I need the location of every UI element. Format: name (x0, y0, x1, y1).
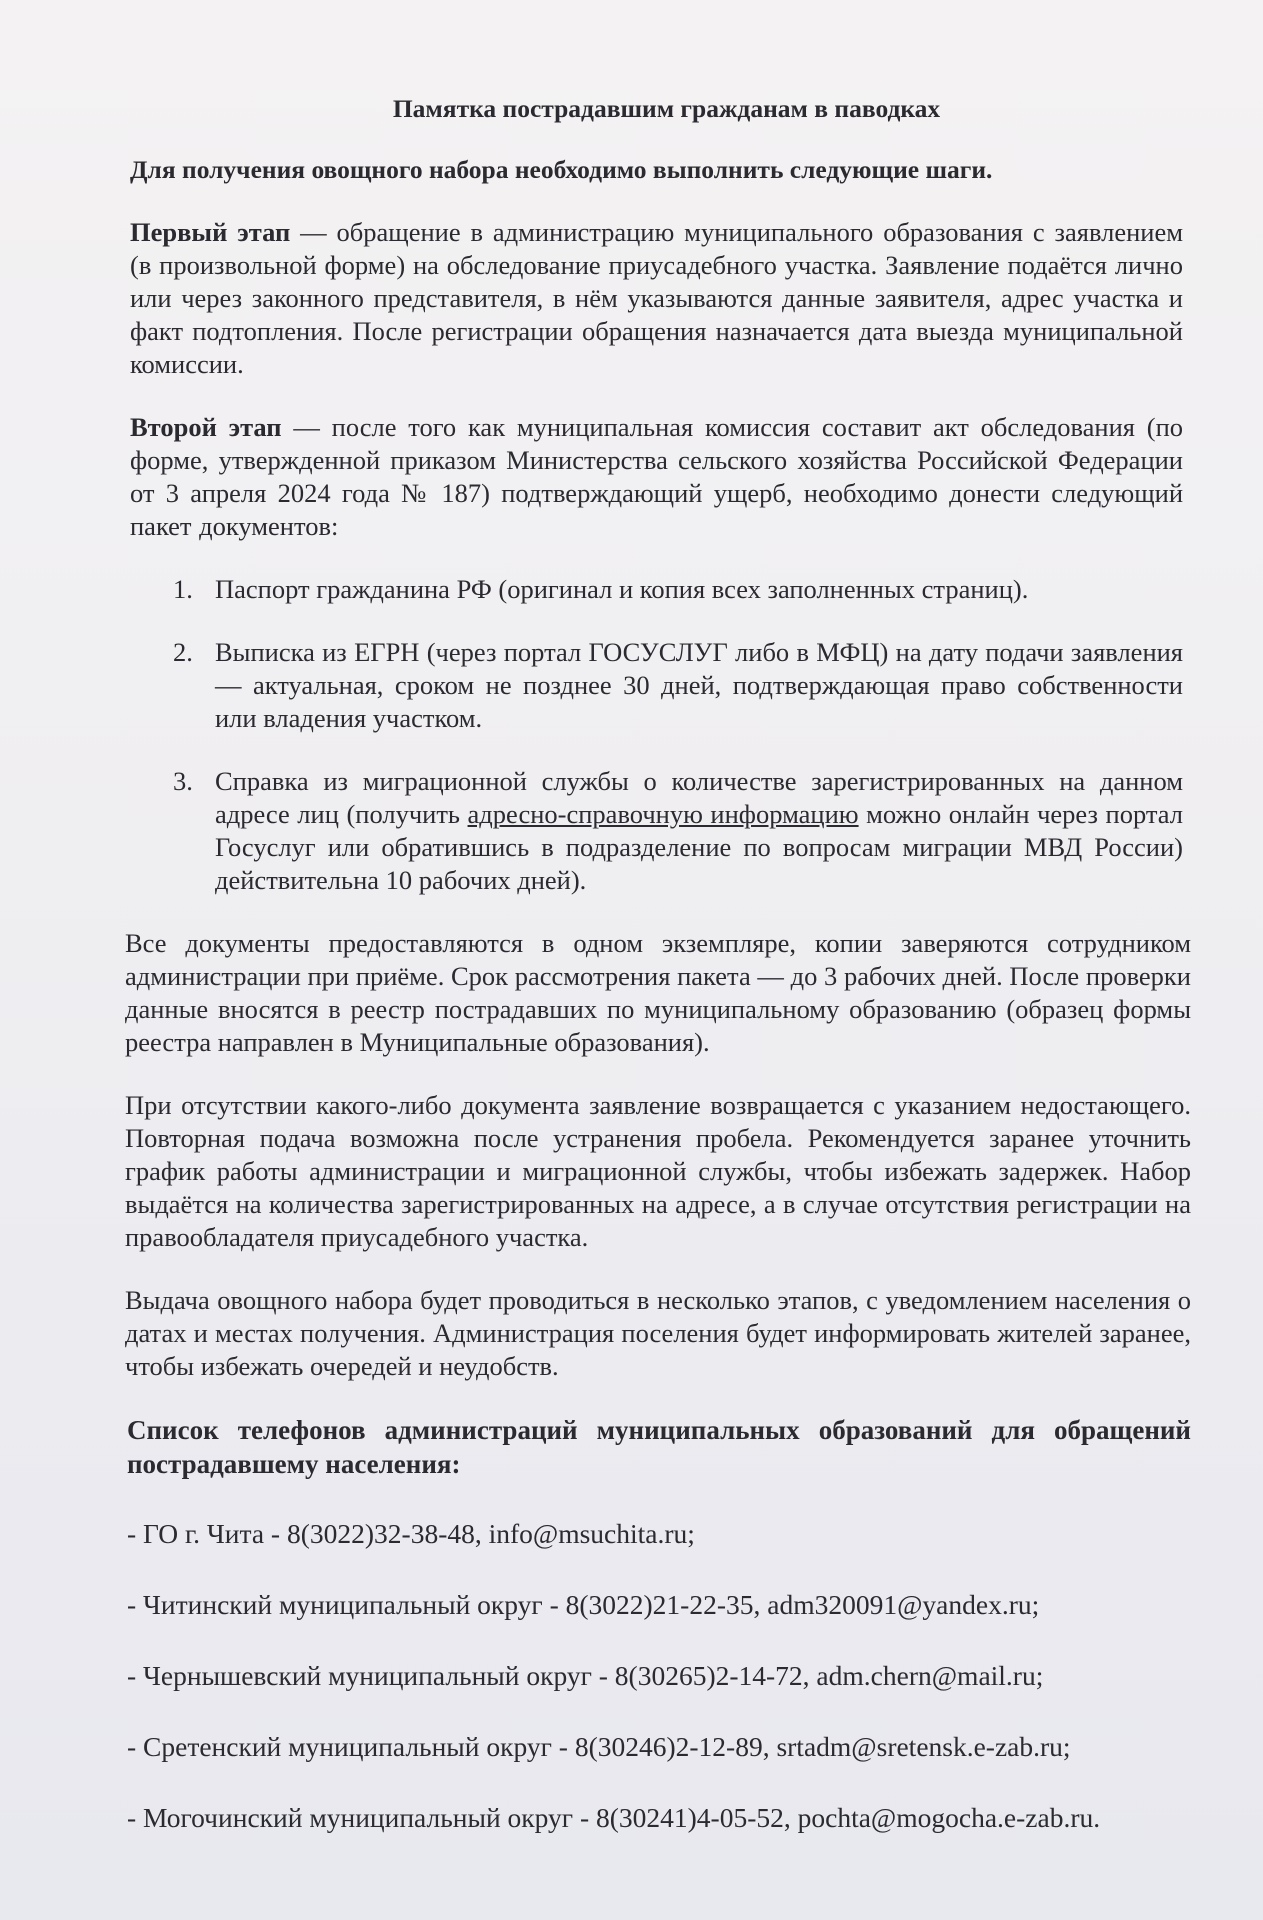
documents-list (130, 573, 1183, 897)
list-item-number: 2. (173, 637, 193, 667)
list-item-text: Паспорт гражданина РФ (оригинал и копия всех заполненных страниц). (215, 574, 1029, 604)
stage-1-label: Первый этап (130, 217, 291, 247)
stage-2-paragraph (130, 411, 1183, 543)
list-item (173, 573, 1183, 606)
stage-2-text: — после того как муниципальная комиссия составит акт обследования (по форме, утвержденной приказом Министерства сельского хозяйства Российской Федерации от 3 апреля 2024 года № 187) подтверждающий ущерб, необходимо донести следующий пакет документов: (130, 412, 1184, 541)
contact-line: - ГО г. Чита - 8(3022)32-38-48, info@msuchita.ru; (127, 1518, 695, 1549)
list-item (173, 765, 1183, 897)
document-subtitle: Для получения овощного набора необходимо выполнить следующие шаги. (130, 155, 993, 184)
list-item-text: Справка из миграционной службы о количестве зарегистрированных на данном адресе лиц (получить (215, 766, 1183, 829)
list-item-number: 3. (173, 766, 193, 796)
list-item-number: 1. (173, 574, 193, 604)
submission-paragraph: Все документы предоставляются в одном экземпляре, копии заверяются сотрудником администрации при приёме. Срок рассмотрения пакета — до 3 рабочих дней. После проверки данные вносятся в реестр пострадавших по муниципальному образованию (образец формы реестра направлен в Муниципальные образования). (125, 928, 1191, 1057)
address-info-link: адресно-справочную информацию (467, 799, 859, 829)
contact-line: - Чернышевский муниципальный округ - 8(30265)2-14-72, adm.chern@mail.ru; (127, 1660, 1044, 1691)
list-item-text: Выписка из ЕГРН (через портал ГОСУСЛУГ либо в МФЦ) на дату подачи заявления — актуальная, сроком не позднее 30 дней, подтверждающая право собственности или владения участком. (215, 637, 1183, 733)
document-title: Памятка пострадавшим гражданам в паводках (392, 94, 941, 123)
list-item (173, 636, 1183, 735)
contact-line: - Читинский муниципальный округ - 8(3022)21-22-35, adm320091@yandex.ru; (127, 1589, 1040, 1620)
distribution-paragraph: Выдача овощного набора будет проводиться в несколько этапов, с уведомлением населения о датах и местах получения. Администрация поселения будет информировать жителей заранее, чтобы избежать очередей и неудобств. (125, 1285, 1191, 1381)
stage-1-paragraph (130, 216, 1183, 381)
contact-line: - Сретенский муниципальный округ - 8(30246)2-12-89, srtadm@sretensk.e-zab.ru; (127, 1731, 1071, 1762)
phones-heading: Список телефонов администраций муниципальных образований для обращений пострадавшему населения: (127, 1415, 1191, 1479)
list-item-text-end: можно онлайн через портал Госуслуг или обратившись в подразделение по вопросам миграции МВД России) действительна 10 рабочих дней). (215, 799, 1183, 895)
stage-1-text: — обращение в администрацию муниципального образования с заявлением (в произвольной форме) на обследование приусадебного участка. Заявление подаётся лично или через законного представителя, в нём указываются данные заявителя, адрес участка и факт подтопления. После регистрации обращения назначается дата выезда муниципальной комиссии. (130, 217, 1183, 379)
contact-line: - Могочинский муниципальный округ - 8(30241)4-05-52, pochta@mogocha.e-zab.ru. (127, 1802, 1101, 1833)
missing-documents-paragraph: При отсутствии какого-либо документа заявление возвращается с указанием недостающего. Повторная подача возможна после устранения пробела. Рекомендуется заранее уточнить график работы администрации и миграционной службы, чтобы избежать задержек. Набор выдаётся на количества зарегистрированных на адресе, а в случае отсутствия регистрации на правообладателя приусадебного участка. (125, 1090, 1191, 1252)
stage-2-label: Второй этап (130, 412, 282, 442)
contacts-list (127, 1517, 1183, 1834)
